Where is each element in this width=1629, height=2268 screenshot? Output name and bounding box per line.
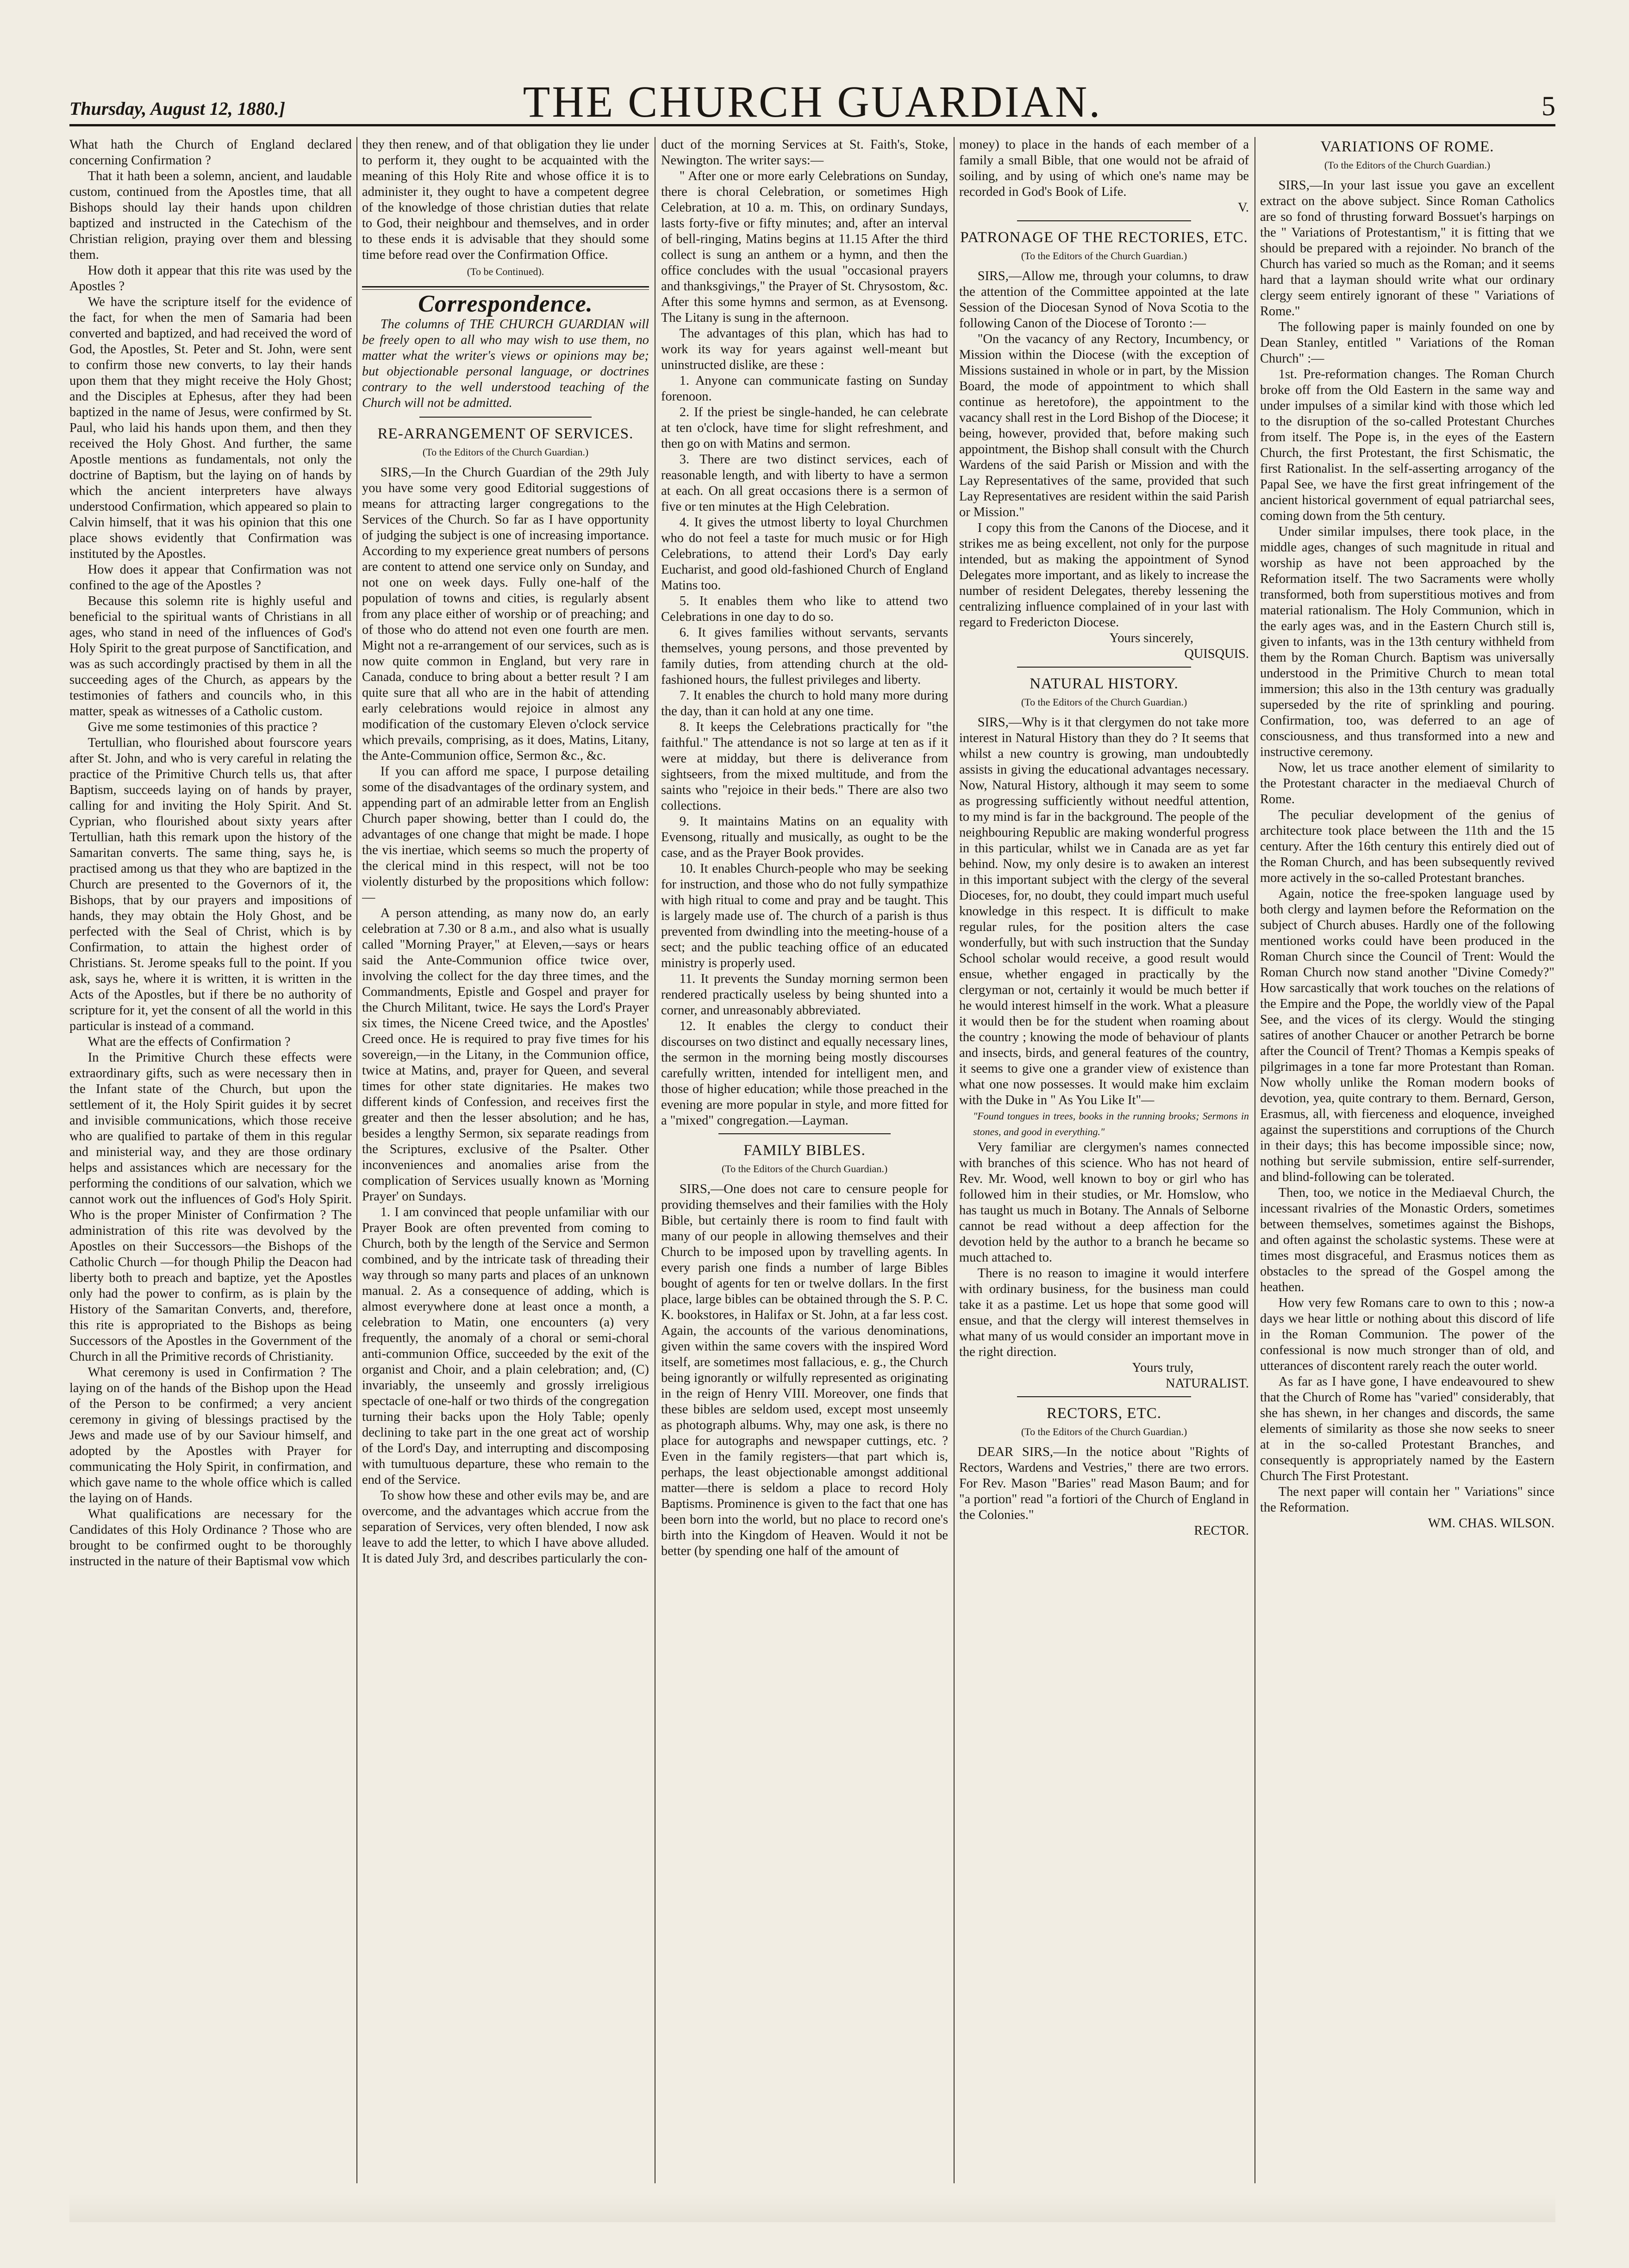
masthead	[69, 69, 1555, 126]
letter-signature: V.	[1238, 200, 1249, 215]
newspaper-title: THE CHURCH GUARDIAN.	[523, 77, 1102, 126]
letter-paragraph: The next paper will contain her " Variations" since the Reformation.	[1260, 1485, 1554, 1515]
column-1	[69, 137, 352, 2183]
letter-paragraph: duct of the morning Services at St. Faith's, Stoke, Newington. The writer says:—	[661, 137, 948, 168]
section-heading-correspondence: Correspondence.	[418, 291, 593, 317]
letter-signature: QUISQUIS.	[1184, 647, 1249, 661]
divider	[1017, 667, 1191, 668]
letter-paragraph: To show how these and other evils may be, and are overcome, and the advantages which accrue from the separation of Services, very often blended, I now ask leave to add the letter, to which I have above alluded. It is dated July 3rd, and describes particularly the con-	[362, 1488, 649, 1566]
letter-paragraph: "On the vacancy of any Rectory, Incumbency, or Mission within the Diocese (with the exception of Missions sustained in whole or in part, by the Mission Board, the mode of appointment to which shall continue as heretofore), the appointment to the vacancy shall rest in the Lord Bishop of the Diocese; it being, however, provided that, before making such appointment, the Bishop shall consult with the Church Wardens of the said Parish or Mission and with the Lay Representatives of the same, provided that such Lay Representatives are resident within the said Parish or Mission."	[959, 332, 1249, 519]
divider	[419, 417, 592, 418]
letter-paragraph: If you can afford me space, I purpose detailing some of the disadvantages of the ordinary system, and appending part of an admirable letter from an English Church paper showing, better than I could do, the advantages of one change that might be made. I hope the vis inertiae, which seems so much the property of the clerical mind in this respect, will not be too violently disturbed by the propositions which follow:—	[362, 764, 649, 905]
letter-heading: PATRONAGE OF THE RECTORIES, ETC.	[960, 229, 1248, 246]
column-rule	[356, 137, 357, 2183]
letter-addressee: (To the Editors of the Church Guardian.)	[1021, 696, 1187, 708]
letter-signature: NATURALIST.	[1165, 1376, 1249, 1391]
letter-paragraph: The peculiar development of the genius of architecture took place between the 11th and the 15 century. After the 16th century this entirely died out of the Roman Church, and has been subsequently revived more actively in the so-called Protestant branches.	[1260, 808, 1554, 885]
editorial-notice: The columns of THE CHURCH GUARDIAN will be freely open to all who may wish to use them, no matter what the writer's views or opinions may be; but objectionable personal language, or doctrines contrary to the well understood teaching of the Church will not be admitted.	[362, 317, 649, 410]
article-paragraph: What hath the Church of England declared concerning Confirmation ?	[69, 137, 352, 168]
letter-paragraph: 4. It gives the utmost liberty to loyal Churchmen who do not feel a taste for much music or for High Celebrations, to attend their Lord's Day early Eucharist, and good old-fashioned Church of England Matins too.	[661, 515, 948, 593]
letter-paragraph: 5. It enables them who like to attend two Celebrations in one day to do so.	[661, 594, 948, 624]
divider	[1017, 1396, 1191, 1397]
letter-paragraph: Again, notice the free-spoken language used by both clergy and laymen before the Reformation on the subject of Church abuses. Hardly one of the following mentioned works could have been produced in the Roman Church since the Council of Trent: Would the Roman Church now stand another "Divine Comedy?" How sarcastically that work touches on the relations of the Empire and the Pope, the worldly view of the Papal See, and the vices of its clergy. Would the stinging satires of another Chaucer or another Petrarch be borne after the Council of Trent? Thomas a Kempis speaks of pilgrimages in a tone far more Protestant than Roman. Now wholly unlike the Roman modern books of devotion, yea, quite contrary to them. Bernard, Gerson, Erasmus, all, with fierceness and eloquence, inveighed against the superstitions and corruptions of the Church in their days; this has become impossible since; now, nothing but servile submission, entire self-surrender, and blind-following can be tolerated.	[1260, 887, 1554, 1184]
letter-paragraph: SIRS,—In your last issue you gave an excellent extract on the above subject. Since Roman Catholics are so fond of thrusting forward Bossuet's harpings on the " Variations of Protestantism," it is fitting that we should be prepared with a rejoinder. No branch of the Church has varied so much as the Roman; and it seems hard that a layman should write what our ordinary clergy seem entirely ignorant of these " Variations of Rome."	[1260, 178, 1554, 319]
quotation: "Found tongues in trees, books in the running brooks; Sermons in stones, and good in everything."	[973, 1110, 1249, 1137]
letter-signature: RECTOR.	[1194, 1524, 1249, 1538]
letter-addressee: (To the Editors of the Church Guardian.)	[721, 1163, 888, 1175]
article-paragraph: What are the effects of Confirmation ?	[87, 1035, 291, 1049]
letter-signature: WM. CHAS. WILSON.	[1428, 1516, 1554, 1531]
letter-paragraph: Then, too, we notice in the Mediaeval Church, the incessant rivalries of the Monastic Orders, sometimes between themselves, sometimes against the Bishops, and often against the scholastic systems. These were at times most disgraceful, and Erasmus notices them as obstacles to the spread of the Gospel among the heathen.	[1260, 1186, 1554, 1294]
article-paragraph: What ceremony is used in Confirmation ? The laying on of the hands of the Bishop upon the Head of the Person to be confirmed; a very ancient ceremony in giving of blessings practised by the Jews and made use of by our Saviour himself, and adopted by the Apostles with Prayer for communicating the Holy Spirit, in confirmation, and which gave name to the whole office which is called the laying on of Hands.	[69, 1365, 352, 1506]
letter-paragraph: A person attending, as many now do, an early celebration at 7.30 or 8 a.m., and also what is usually called "Morning Prayer," at Eleven,—says or hears said the Ante-Communion office twice over, involving the collect for the day three times, and the Commandments, Epistle and Gospel and prayer for the Church Militant, twice. He says the Lord's Prayer six times, the Nicene Creed twice, and the Apostles' Creed once. He is required to pray five times for his sovereign,—in the Litany, in the Communion office, twice at Matins, and, prayer for Queen, and several times for other state dignitaries. He makes two different kinds of Confession, and receives first the greater and then the lesser absolution; and he has, besides a lengthy Sermon, six separate readings from the Scriptures, exclusive of the Psalter. Other inconveniences and anomalies arise from the complication of Services usually known as 'Morning Prayer' on Sundays.	[362, 906, 649, 1204]
column-3	[661, 137, 948, 2183]
article-paragraph: We have the scripture itself for the evidence of the fact, for when the men of Samaria had been converted and baptized, and had received the word of God, the Apostles, St. Peter and St. John, were sent to confirm those new converts, to lay their hands upon them that they might receive the Holy Ghost; and the Disciples at Ephesus, after they had been baptized in the name of Jesus, were confirmed by St. Paul, who laid his hands upon them, and then they received the Holy Ghost. And further, the same Apostle mentions as fundamentals, not only the doctrine of Baptism, but the laying on of hands by which the ancient interpreters have always understood Confirmation, which appeared so plain to Calvin himself, that it was his opinion that this one place shows evidently that Confirmation was instituted by the Apostles.	[69, 295, 352, 561]
letter-paragraph: 2. If the priest be single-handed, he can celebrate at ten o'clock, have time for slight refreshment, and then go on with Matins and sermon.	[661, 405, 948, 451]
letter-paragraph: 1st. Pre-reformation changes. The Roman Church broke off from the Old Eastern in the same way and under impulses of a similar kind with those which led to the disruption of the so-called Protestant Churches from itself. The Pope is, in the eyes of the Eastern Church, the first Protestant, the first Schismatic, the first Rationalist. In the self-asserting arrogancy of the Papal See, we have the first great infringement of the ancient historical government of equal patriarchal sees, coming down from the 5th century.	[1260, 367, 1554, 523]
column-rule	[954, 137, 955, 2183]
letter-paragraph: 6. It gives families without servants, servants themselves, young persons, and those prevented by family duties, from attending church at the old-fashioned hours, the fullest privileges and liberty.	[661, 625, 948, 687]
letter-addressee: (To the Editors of the Church Guardian.)	[1324, 159, 1491, 171]
article-paragraph: How does it appear that Confirmation was not confined to the age of the Apostles ?	[69, 562, 352, 593]
article-paragraph: Give me some testimonies of this practice ?	[87, 720, 318, 734]
section-divider	[362, 286, 649, 290]
page-number: 5	[1542, 91, 1555, 121]
page-bottom-shade	[69, 2194, 1555, 2222]
letter-paragraph: Very familiar are clergymen's names connected with branches of this science. Who has not heard of Rev. Mr. Wood, well known to boy or girl who has followed him in their studies, or Mr. Homslow, who has taught us much in Botany. The Annals of Selborne cannot be read without a deep affection for the devotion held by the author to a branch he became so much attached to.	[959, 1140, 1249, 1265]
letter-paragraph: 1. Anyone can communicate fasting on Sunday forenoon.	[661, 374, 948, 404]
letter-paragraph: " After one or more early Celebrations on Sunday, there is choral Celebration, or sometimes High Celebration, at 10 a. m. This, on ordinary Sundays, lasts forty-five or fifty minutes; and, after an interval of bell-ringing, Matins begins at 11.15 After the third collect is sung an anthem or a hymn, and then the office concludes with the usual "occasional prayers and thanksgivings," the Prayer of St. Chrysostom, &c. After this some hymns and sermon, as at Evensong. The Litany is sung in the afternoon.	[661, 169, 948, 325]
letter-paragraph: 11. It prevents the Sunday morning sermon been rendered practically useless by being shunted into a corner, and unreasonably abbreviated.	[661, 972, 948, 1018]
letter-heading: FAMILY BIBLES.	[743, 1142, 866, 1159]
letter-addressee: (To the Editors of the Church Guardian.)	[1021, 1426, 1187, 1437]
column-5	[1260, 137, 1554, 2183]
article-paragraph: How doth it appear that this rite was used by the Apostles ?	[69, 263, 352, 294]
letter-paragraph: SIRS,—In the Church Guardian of the 29th July you have some very good Editorial suggestions of means for attracting larger congregations to the Services of the Church. So far as I have opportunity of judging the subject is one of increasing importance. According to my experience great numbers of persons are content to attend one service only on Sunday, and not one on week days. Fully one-half of the population of towns and cities, is regularly absent from any place either of worship or of preaching; and of those who do attend not even one fourth are men. Might not a re-arrangement of our services, such as is now quite common in England, but very rare in Canada, conduce to bring about a better result ? I am quite sure that all who are in the habit of attending early celebrations would rejoice in almost any modification of the customary Eleven o'clock service which prevails, comprising, as it does, Matins, Litany, the Ante-Communion office, Sermon &c., &c.	[362, 465, 649, 763]
letter-paragraph: Under similar impulses, there took place, in the middle ages, changes of such magnitude in ritual and worship as have not been approached by the Reformation itself. The two Sacraments were wholly transformed, both from superstitious motives and from material rationalism. The Holy Communion, which in the early ages was, and in the Eastern Church still is, given to infants, was in the 13th century withheld from them by the Roman Church. Baptism was universally understood in the Primitive Church to mean total immersion; this also in the 13th century was gradually superseded by the rite of sprinkling and pouring. Confirmation, too, was deferred to an age of consciousness, and thus transformed into a new and instructive ceremony.	[1260, 525, 1554, 759]
issue-date: Thursday, August 12, 1880.]	[69, 98, 286, 119]
letter-paragraph: 7. It enables the church to hold many more during the day, than it can hold at any one time.	[661, 688, 948, 719]
letter-paragraph: 10. It enables Church-people who may be seeking for instruction, and those who do not fully sympathize with high ritual to come and pray and be taught. This is largely made use of. The church of a parish is thus prevented from dwindling into the meeting-house of a sect; and the public teaching office of an educated ministry is properly used.	[661, 862, 948, 970]
letter-closing: Yours truly,	[1132, 1361, 1193, 1375]
letter-addressee: (To the Editors of the Church Guardian.)	[1021, 250, 1187, 262]
divider	[718, 1133, 891, 1134]
letter-paragraph: The advantages of this plan, which has had to work its way for years against well-meant but uninstructed dislike, are these :	[661, 326, 948, 372]
letter-paragraph: 1. I am convinced that people unfamiliar with our Prayer Book are often prevented from coming to Church, both by the length of the Service and Sermon combined, and by the intricate task of threading their way through so many parts and places of an unknown manual. 2. As a consequence of adding, which is almost everywhere done at least once a month, a celebration to Matin, one encounters (a) very frequently, the anomaly of a choral or semi-choral anti-communion Office, succeeded by the exit of the organist and Choir, and a plain celebration; and, (C) invariably, the unseemly and grossly irreligious spectacle of one-half or two thirds of the congregation turning their backs upon the Holy Table; openly declining to take part in the one great act of worship of the Lord's Day, and interrupting and discomposing with tumultuous departure, these who remain to the end of the Service.	[362, 1205, 649, 1487]
letter-paragraph: As far as I have gone, I have endeavoured to shew that the Church of Rome has "varied" considerably, that she has shewn, in her changes and discords, the same elements of similarity as those she now seeks to sneer at in the so-called Protestant Branches, and consequently is appropriately named by the Eastern Church The First Protestant.	[1260, 1375, 1554, 1483]
letter-paragraph: DEAR SIRS,—In the notice about "Rights of Rectors, Wardens and Vestries," there are two errors. For Rev. Mason "Baries" read Mason Baum; and for "a portion" read "a fortiori of the Church of England in the Colonies."	[959, 1445, 1249, 1522]
letter-paragraph: 3. There are two distinct services, each of reasonable length, and with liberty to have a sermon at each. On all great occasions there is a sermon of five or ten minutes at the High Celebration.	[661, 452, 948, 514]
letter-paragraph: I copy this from the Canons of the Diocese, and it strikes me as being excellent, not only for the purpose intended, but as making the appointment of Synod Delegates more important, and as likely to increase the number of resident Delegates, thereby lessening the centralizing influence complained of in your last with regard to Fredericton Diocese.	[959, 521, 1249, 630]
letter-paragraph: The following paper is mainly founded on one by Dean Stanley, entitled " Variations of the Roman Church" :—	[1260, 320, 1554, 366]
to-be-continued: (To be Continued).	[467, 266, 544, 277]
letter-heading: RE-ARRANGEMENT OF SERVICES.	[377, 425, 634, 442]
letter-paragraph: 8. It keeps the Celebrations practically for "the faithful." The attendance is not so large at ten as if it were at midday, but there is deliverance from sightseers, from the mixed multitude, and from the saints who "rejoice in their beds." There are also two collections.	[661, 720, 948, 813]
article-paragraph: That it hath been a solemn, ancient, and laudable custom, continued from the Apostles time, that all Bishops should lay their hands upon children baptized and instructed in the Catechism of the Christian religion, praying over them and blessing them.	[69, 169, 352, 262]
letter-heading: RECTORS, ETC.	[1046, 1405, 1161, 1422]
letter-heading: VARIATIONS OF ROME.	[1320, 138, 1494, 155]
letter-heading: NATURAL HISTORY.	[1030, 675, 1179, 692]
article-paragraph: What qualifications are necessary for the Candidates of this Holy Ordinance ? Those who are brought to be confirmed ought to be thoroughly instructed in the nature of their Baptismal vow which	[69, 1507, 352, 1568]
letter-addressee: (To the Editors of the Church Guardian.)	[422, 446, 589, 458]
letter-paragraph: Now, let us trace another element of similarity to the Protestant character in the mediaeval Church of Rome.	[1260, 761, 1554, 806]
letter-paragraph: There is no reason to imagine it would interfere with ordinary business, for the business man could take it as a pastime. Let us hope that some good will ensue, and that the clergy will interest themselves in what many of us would consider an important move in the right direction.	[959, 1266, 1249, 1359]
letter-paragraph: 9. It maintains Matins on an equality with Evensong, ritually and musically, as ought to be the case, and as the Prayer Book provides.	[661, 814, 948, 860]
letter-paragraph: SIRS,—Allow me, through your columns, to draw the attention of the Committee appointed at the late Session of the Diocesan Synod of Nova Scotia to the following Canon of the Diocese of Toronto :—	[959, 269, 1249, 331]
letter-paragraph: SIRS,—Why is it that clergymen do not take more interest in Natural History than they do ? It seems that whilst a new country is growing, man undoubtedly assists in giving the educational advantages necessary. Now, Natural History, although it may seem to some as progressing sufficiently without needful attention, to my mind is far in the background. The people of the neighbouring Republic are making wonderful progress in this particular, whilst we in Canada are as yet far behind. Now, my only desire is to awaken an interest in this important subject with the clergy of the several Dioceses, for, no doubt, they could impart much useful knowledge in this respect. It is difficult to make regular rules, for the position alters the case wonderfully, but with such instruction that the Sunday School scholar would receive, a good result would ensue, whether engaged in practically by the clergyman or not, certainly it would be much better if he would interest himself in the work. What a pleasure it would then be for the student when roaming about the country ; knowing the mode of behaviour of plants and insects, birds, and general features of the country, it seems to give one a grander view of existence than what one now possesses. It would make him exclaim with the Duke in " As You Like It"—	[959, 715, 1249, 1107]
article-paragraph: In the Primitive Church these effects were extraordinary gifts, such as were necessary then in the Infant state of the Church, but upon the settlement of it, the Holy Spirit guides it by secret and invisible communications, which those receive who are qualified to partake of them in this regular and ministerial way, and they are those ordinary helps and assistances which are necessary for the performing the conditions of our salvation, which we cannot work out the influences of God's Holy Spirit. Who is the proper Minister of Confirmation ? The administration of this rite was devolved by the Apostles on their Successors—the Bishops of the Catholic Church —for though Philip the Deacon had liberty both to preach and baptize, yet the Apostles only had the power to confirm, as is plain by the History of the Samaritan Converts, and, therefore, this rite is appropriated to the Bishops as being Successors of the Apostles in the Government of the Church in all the Primitive records of Christianity.	[69, 1050, 352, 1364]
letter-paragraph: money) to place in the hands of each member of a family a small Bible, that one would not be afraid of soiling, and by using of which one's name may be recorded in God's Book of Life.	[959, 137, 1249, 199]
column-4	[959, 137, 1249, 2183]
divider	[1017, 220, 1191, 221]
letter-paragraph: SIRS,—One does not care to censure people for providing themselves and their families with the Holy Bible, but certainly there is room to find fault with many of our people in allowing themselves and their Church to be imposed upon by travelling agents. In every parish one finds a number of large Bibles bought of agents for ten or twelve dollars. In the first place, large bibles can be obtained through the S. P. C. K. bookstores, in Halifax or St. John, at a far less cost. Again, the accounts of the various denominations, given within the same covers with the inspired Word itself, are sometimes most fallacious, e. g., the Church being ignorantly or wilfully represented as originating in the reign of Henry VIII. Moreover, one finds that these bibles are seldom used, except most unseemly as photograph albums. Why, may one ask, is there no place for autographs and newspaper cuttings, etc. ? Even in the family registers—that part which is, perhaps, the least objectionable amongst additional matter—there is seldom a place to record Holy Baptisms. Prominence is given to the fact that one has been born into the world, but no place to record one's birth into the Kingdom of Heaven. Would it not be better (by spending one half of the amount of	[661, 1182, 948, 1558]
article-paragraph: Tertullian, who flourished about fourscore years after St. John, and who is very careful in relating the practice of the Primitive Church tells us, that after Baptism, succeeds laying on of hands by prayer, calling for and inviting the Holy Spirit. And St. Cyprian, who flourished about sixty years after Tertullian, hath this remark upon the history of the Samaritan converts. The same thing, says he, is practised among us that they who are baptized in the Church are presented to the Governors of it, the Bishops, that by our prayers and impositions of hands, they may obtain the Holy Ghost, and be perfected with the Seal of Christ, which is by Confirmation, to attain the highest order of Christians. St. Jerome speaks full to the point. If you ask, says he, where it is written, it is written in the Acts of the Apostles, but if there be no authority of scripture for it, yet the consent of all the world in this particular is instead of a command.	[69, 736, 352, 1033]
letter-closing: Yours sincerely,	[1109, 631, 1193, 645]
column-2	[362, 137, 649, 2183]
letter-paragraph: 12. It enables the clergy to conduct their discourses on two distinct and equally necessary lines, the sermon in the morning being mostly discourses carefully written, intended for intelligent men, and those of higher education; while those preached in the evening are more popular in style, and more fitted for a "mixed" congregation.—Layman.	[661, 1019, 948, 1128]
letter-paragraph: How very few Romans care to own to this ; now-a days we hear little or nothing about this discord of life in the Roman Communion. The power of the confessional is now much stronger than of old, and utterances of discontent rarely reach the outer world.	[1260, 1296, 1554, 1373]
article-paragraph: Because this solemn rite is highly useful and beneficial to the spiritual wants of Christians in all ages, who stand in need of the influences of God's Holy Spirit to the great purpose of Sanctification, and was as such accordingly practised by them in all the succeeding ages of the Church, as appears by the testimonies of fathers and councils who, in this matter, speak as witnesses of a Catholic custom.	[69, 594, 352, 719]
article-paragraph: they then renew, and of that obligation they lie under to perform it, they ought to be acquainted with the meaning of this Holy Rite and whose office it is to administer it, they ought to have a competent degree of the knowledge of those christian duties that relate to God, their neighbour and themselves, and in order to these ends it is advisable that they should some time before read over the Confirmation Office.	[362, 137, 649, 262]
